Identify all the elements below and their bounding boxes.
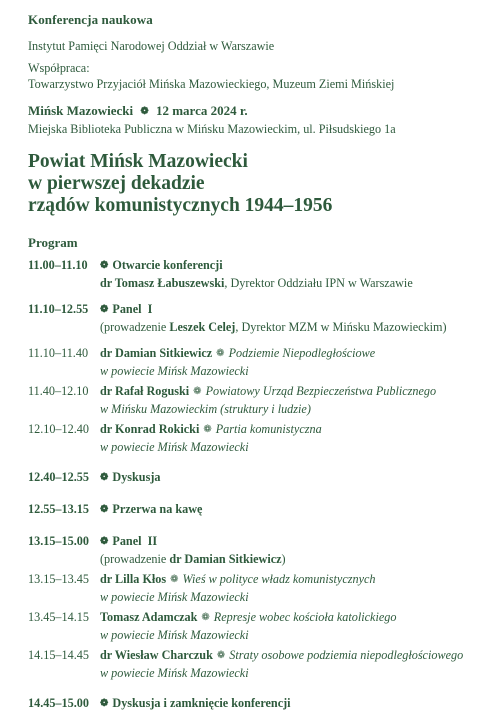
- talk-topic-cont: w powiecie Mińsk Mazowiecki: [100, 628, 249, 642]
- session-label: Panel: [112, 302, 142, 316]
- moderation-suffix: , Dyrektor MZM w Mińsku Mazowieckim): [235, 320, 447, 334]
- organizer: Instytut Pamięci Narodowej Oddział w Warszawie: [28, 39, 275, 53]
- session-label: Dyskusja i zamknięcie konferencji: [112, 696, 291, 710]
- program-heading: Program: [28, 235, 78, 250]
- opening-row: [28, 257, 490, 275]
- date: 12 marca 2024 r.: [155, 103, 248, 118]
- talk-time: 11.10–11.40: [28, 346, 89, 360]
- talk-topic-cont-row: [28, 363, 490, 379]
- talk-row: [28, 345, 490, 363]
- panel1-moderation-row: [28, 319, 490, 335]
- title-line-3: rządów komunistycznych 1944–1956: [28, 195, 333, 216]
- talk-row: [28, 421, 490, 439]
- session-label: Otwarcie konferencji: [112, 258, 223, 272]
- moderator: dr Damian Sitkiewicz: [169, 552, 282, 566]
- venue: Miejska Biblioteka Publiczna w Mińsku Mazowieckim, ul. Piłsudskiego 1a: [28, 122, 396, 136]
- talk-speaker: dr Konrad Rokicki: [100, 422, 200, 436]
- flower-ornament-icon: ❁: [100, 260, 109, 271]
- session-label: Panel: [112, 534, 142, 548]
- talk-topic-cont: w Mińsku Mazowieckim (struktury i ludzie): [100, 402, 311, 416]
- flower-ornament-icon: ❁: [140, 106, 149, 117]
- panel1-row: [28, 301, 490, 319]
- opening-speaker-row: [28, 275, 490, 291]
- cooperation-label: Współpraca:: [28, 61, 90, 75]
- flower-ornament-icon: ❁: [170, 574, 179, 585]
- conference-programme: [28, 12, 490, 713]
- cooperation: Towarzystwo Przyjaciół Mińska Mazowieckiego, Muzeum Ziemi Mińskiej: [28, 77, 395, 91]
- talk-topic-cont-row: [28, 627, 490, 643]
- talk-speaker: dr Rafał Roguski: [100, 384, 190, 398]
- talk-topic-cont: w powiecie Mińsk Mazowiecki: [100, 590, 249, 604]
- panel2-moderation-row: [28, 551, 490, 567]
- flower-ornament-icon: ❁: [100, 504, 109, 515]
- talk-speaker: dr Lilla Kłos: [100, 572, 167, 586]
- talk-time: 14.15–14.45: [28, 648, 89, 662]
- talk-topic-cont-row: [28, 401, 490, 417]
- break-row: [28, 501, 490, 519]
- session-time: 12.55–13.15: [28, 502, 89, 516]
- talk-time: 12.10–12.40: [28, 422, 89, 436]
- talk-row: [28, 609, 490, 627]
- talk-topic-cont: w powiecie Mińsk Mazowiecki: [100, 364, 249, 378]
- discussion-row: [28, 469, 490, 487]
- talk-topic: Wieś w polityce władz komunistycznych: [182, 572, 376, 586]
- panel2-row: [28, 533, 490, 551]
- talk-row: [28, 383, 490, 401]
- place-date: [28, 102, 490, 121]
- talk-row: [28, 647, 490, 665]
- panel-number: I: [147, 302, 153, 316]
- talk-topic-cont: w powiecie Mińsk Mazowiecki: [100, 440, 249, 454]
- flower-ornament-icon: ❁: [201, 612, 210, 623]
- talk-speaker: Tomasz Adamczak: [100, 610, 198, 624]
- talk-topic-cont-row: [28, 439, 490, 455]
- talk-time: 13.45–14.15: [28, 610, 89, 624]
- conference-title: [28, 151, 490, 217]
- talk-speaker: dr Wiesław Charczuk: [100, 648, 213, 662]
- panel-number: II: [147, 534, 158, 548]
- talk-time: 11.40–12.10: [28, 384, 89, 398]
- flower-ornament-icon: ❁: [100, 698, 109, 709]
- talk-topic-cont-row: [28, 665, 490, 681]
- moderation-prefix: (prowadzenie: [100, 320, 170, 334]
- talk-topic-cont: w powiecie Mińsk Mazowiecki: [100, 666, 249, 680]
- flower-ornament-icon: ❁: [216, 348, 225, 359]
- flower-ornament-icon: ❁: [193, 386, 202, 397]
- talk-time: 13.15–13.45: [28, 572, 89, 586]
- speaker-role: , Dyrektor Oddziału IPN w Warszawie: [224, 276, 413, 290]
- talk-topic: Powiatowy Urząd Bezpieczeństwa Publicznego: [205, 384, 437, 398]
- title-line-1: Powiat Mińsk Mazowiecki: [28, 151, 248, 172]
- talk-row: [28, 571, 490, 589]
- moderation-suffix: ): [281, 552, 286, 566]
- title-line-2: w pierwszej dekadzie: [28, 173, 205, 194]
- flower-ornament-icon: ❁: [216, 650, 226, 661]
- session-time: 14.45–15.00: [28, 696, 89, 710]
- closing-row: [28, 695, 490, 713]
- flower-ornament-icon: ❁: [203, 424, 212, 435]
- talk-topic: Represje wobec kościoła katolickiego: [213, 610, 397, 624]
- talk-topic-cont-row: [28, 589, 490, 605]
- moderator: Leszek Celej: [169, 320, 236, 334]
- flower-ornament-icon: ❁: [100, 304, 109, 315]
- talk-topic: Partia komunistyczna: [215, 422, 322, 436]
- talk-topic: Straty osobowe podziemia niepodległościowego: [229, 648, 464, 662]
- talk-topic: Podziemie Niepodległościowe: [228, 346, 376, 360]
- event-type: Konferencja naukowa: [28, 12, 153, 27]
- flower-ornament-icon: ❁: [100, 536, 109, 547]
- session-time: 11.00–11.10: [28, 258, 88, 272]
- speaker: dr Tomasz Łabuszewski: [100, 276, 225, 290]
- session-time: 13.15–15.00: [28, 534, 89, 548]
- session-time: 12.40–12.55: [28, 470, 89, 484]
- session-label: Dyskusja: [112, 470, 161, 484]
- talk-speaker: dr Damian Sitkiewicz: [100, 346, 213, 360]
- session-label: Przerwa na kawę: [112, 502, 203, 516]
- city: Mińsk Mazowiecki: [28, 103, 134, 118]
- flower-ornament-icon: ❁: [100, 472, 109, 483]
- session-time: 11.10–12.55: [28, 302, 89, 316]
- moderation-prefix: (prowadzenie: [100, 552, 170, 566]
